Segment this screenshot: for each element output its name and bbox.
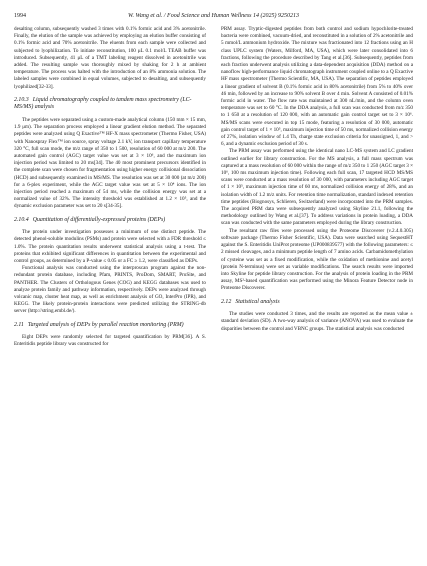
paragraph-prm-assay: The PRM assay was performed using the identical nano LC-MS system and LC gradient outlined earlier for library construction. For the MS analysis, a full mass spectrum was captured at a mass resolution of 60 000 within the range of m/z 350 to 1 250 (AGC target 3 × 10⁶, 100 ms maximum injection time). Following each full scan, 17 targeted HCD MS/MS scans were conducted at a mass resolution of 30 000, with parameters including AGC target of 1 × 10⁵, maximum injection time of 60 ms, normalized collision energy of 28%, and an isolation width of 1.2 m/z units. For retention time normalization, standard indexed retention time peptides (Biognosys, Schlieren, Switzerland) were incorporated into the PRM samples. The acquired PRM data were subsequently analyzed using Skyline 21.1, following the methodology outlined by Wang et al.[37]. To address variations in protein loading, a DDA scan was conducted with the same parameters employed during the library construction. — [221, 148, 413, 227]
section-heading-2-10-3 — [14, 97, 206, 112]
page-header — [14, 11, 413, 21]
section-heading-2-11 — [14, 322, 206, 330]
paragraph-raw-processing: The resultant raw files were processed using the Proteome Discoverer (v.2.4.0.305) software package (Thermo Fisher Scientific, USA). Data were searched using SequestHT against the S. Enteritidis UniProt proteome (UP000839577) with the following parameters: ≤ 2 missed cleavages, and a minimum peptide length of 7 amino acids. Carbamidomethylation of cysteine was set as a fixed modification, while the oxidation of methionine and acetyl (protein N-terminus) were set as variable modifications. The search results were imported into Skyline for peptide library construction. For the analysis of protein loading in the PRM assay, MS²-based quantification was performed using the Minora Feature Detector node in Proteome Discoverer. — [221, 227, 413, 292]
two-column-body — [14, 26, 413, 558]
section-title: Liquid chromatography coupled to tandem mass spectrometry (LC-MS/MS) analysis — [14, 96, 192, 111]
running-head: W. Wang et al. / Food Science and Human Wellness 14 (2025) 9250213 — [128, 13, 299, 19]
paragraph-statistics: The studies were conducted 3 times, and the results are reported as the mean value ± standard deviation (SD). A two-way analysis of variance (ANOVA) was used to evaluate the disparities between the control and VBNC groups. The statistical analysis was conducted — [221, 311, 413, 332]
section-title: Targeted analysis of DEPs by parallel reaction monitoring (PRM) — [27, 321, 184, 328]
paragraph-desalting: desalting column, subsequently washed 3 times with 0.1% formic acid and 3% acetonitrile. Finally, the elution of the sample was achieved by employing an elution buffer consisting of 0.1% formic acid and 70% acetonitrile. The eluents from each sample were collected and subjected to lyophilization. To initiate reconstitution, 100 μL 0.1 mol/L TEAB buffer was introduced. Subsequently, 41 μL of a TMT labeling reagent dissolved in acetonitrile was added. The resulting sample was thoroughly mixed by shaking for 2 h at ambient temperature. The process was halted with the introduction of an 8% ammonia solution. The labeled samples were combined in equal volumes, subjected to desalting, and subsequently lyophilized[32-33]. — [14, 26, 206, 90]
paragraph-functional-analysis: Functional analysis was conducted using the interproscan program against the non-redundant protein database, including Pfam, PRINTS, ProDom, SMART, ProSite, and PANTHER. The Clusters of Orthologous Genes (COG) and KEGG databases was used to analyze protein family and pathway information, respectively. DEPs were analyzed through volcanic map, cluster heat map, as well as enrichment analysis of GO, InterPro (IPR), and KEGG. The likely protein-protein interactions were predicted utilizing the STRING-db server (http://string.embl.de/). — [14, 265, 206, 315]
section-title: Statistical analysis — [235, 298, 280, 305]
section-number: 2.11 — [14, 321, 24, 328]
paragraph-prm-intro: Eight DEPs were randomly selected for targeted quantification by PRM[36]. A S. Enteritidis peptide library was constructed for — [14, 334, 206, 348]
right-column — [221, 26, 413, 558]
page-number: 1994 — [14, 13, 26, 19]
section-number: 2.10.3 — [14, 96, 29, 103]
section-number: 2.12 — [221, 298, 232, 305]
paragraph-dep-quantitation: The protein under investigation possesses a minimum of one distinct peptide. The detected phenol-soluble modulins (PSMs) and protein were selected with a FDR threshold ≤ 1.0%. The protein quantitation results underwent statistical analysis using a t-test. The proteins that exhibited significant differences in quantitation between the experimental and control groups, as determined by a P-value ≤ 0.05 or a FC ≥ 1.2, were classified as DEPs. — [14, 229, 206, 265]
section-title: Quantitation of differentially-expressed proteins (DEPs) — [32, 216, 166, 223]
paragraph-lcms: The peptides were separated using a custom-made analytical column (150 mm × 15 mm, 1.9 μm). The separation process employed a linear gradient elution method. The separated peptides were analyzed using Q Exactive™ HF-X mass spectrometer (Thermo Fisher, USA) with Nanospray Flex™ ion source, spray voltage 2.1 kV, ion transport capillary temperature 320 °C, full scan mode, the m/z range of 350 to 1 500, resolution of 60 000 at m/z 200. The automated gain control (AGC) target value was set at 3 × 10⁶, and the maximum ion injection period was limited to 20 ms[34]. The 40 most prominent precursors identified in the complete scan were chosen for fragmentation using higher energy collisional dissociation (HCD) and subsequently examined in MS/MS. The resolution was set at 30 000 (at m/z 200) for a 6-plex experiment, while the AGC target value was set at 5 × 10⁴ ions. The ion injection period reached a maximum of 54 ms, while the collision energy was set at a normalized value of 32%. The intensity threshold was established at 1.2 × 10⁵, and the dynamic exclusion parameter was set to 20 s[34-35]. — [14, 117, 206, 210]
section-heading-2-10-4 — [14, 217, 206, 225]
paragraph-prm-library: PRM assay. Tryptic-digested peptides from both control and sodium hypochlorite-treated bacteria were combined, vacuum-dried, and reconstituted in a solution of 2% acetonitrile and 5 mmol/L ammonium hydroxide. The mixture was fractionated into 12 fractions using an H class UPLC system (Waters, Milford, MA, USA), which were later consolidated into 6 fractions, following the procedure described by Tang et al.[36]. Subsequently, peptides from each fraction underwent analysis utilizing a data-dependent acquisition (DDA) method on a nanoflow high-performance liquid chromatograph instrument coupled online to a Q Exactive HF mass spectrometer (Thermo Scientific, MA, USA). The separation of peptides employed a linear gradient of solvent B (0.1% formic acid in 80% acetonitrile) from 5% to 40% over 46 min, followed by an increase to 90% solvent B over 4 min. Solvent A consisted of 0.01% formic acid in water. The flow rate was maintained at 300 nL/min, and the column oven temperature was set to 60 °C. In the DDA analysis, a full scan was conducted from m/z 350 to 1 650 at a resolution of 120 000, with an automatic gain control target set to 3 × 10⁶. MS/MS scans were executed in top 15 mode, featuring a resolution of 30 000, automatic gain control target of 1 × 10⁵, maximum injection time of 50 ms, normalized collision energy of 27%, isolation window of 1.4 Th, charge state exclusion criteria for unassigned, 1, and > 6, and a dynamic exclusion period of 30 s. — [221, 26, 413, 148]
left-column — [14, 26, 206, 558]
section-heading-2-12 — [221, 299, 413, 307]
section-number: 2.10.4 — [14, 216, 29, 223]
